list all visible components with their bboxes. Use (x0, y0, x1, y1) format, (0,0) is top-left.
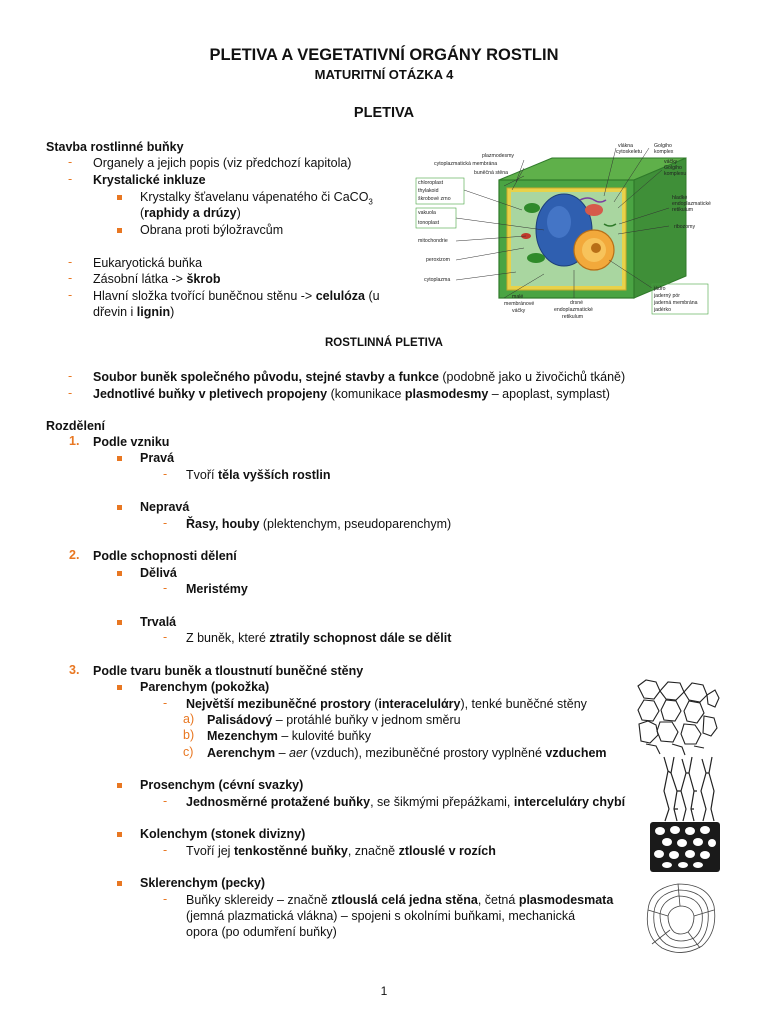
parenchym-illustration (634, 676, 720, 756)
label-cytoskeletu: cytoskeletu (616, 149, 642, 155)
label-mitochondrie: mitochondrie (418, 238, 448, 244)
square-bullet (117, 783, 122, 788)
label-vacky-small: váčky (512, 308, 526, 314)
dash-bullet: - (68, 271, 73, 285)
label-male: malé (512, 294, 524, 300)
division-kolenchym: Kolenchym (stonek divizny) (140, 827, 306, 841)
division-trvala: Trvalá (140, 615, 177, 629)
label-chloroplast: chloroplast (418, 180, 444, 186)
soubor-text: (podobně jako u živočichů tkáně) (438, 370, 626, 384)
label-hladke-er: endoplazmatické (672, 201, 711, 207)
division-vznik: Podle vzniku (93, 435, 170, 449)
label-hladke: hladké (672, 195, 688, 201)
division-meristemy: Meristémy (186, 582, 248, 596)
list-letter: b) (183, 728, 195, 742)
label-thylakoid: thylakoid (418, 188, 439, 194)
division-prava: Pravá (140, 451, 175, 465)
square-bullet (117, 881, 122, 886)
hlavni-bold: celulóza (315, 289, 366, 303)
label-hladke-retikulum: retikulum (672, 207, 694, 213)
list-number: 2. (69, 548, 80, 562)
prosenchym-illustration (658, 755, 718, 823)
square-bullet (117, 456, 122, 461)
label-komplexu: komplexu (664, 171, 687, 177)
division-neprava-desc (186, 516, 451, 532)
mezenchym-bold: Mezenchym (207, 729, 278, 743)
label-drsne: drsné (570, 300, 583, 306)
skler-text: Buňky sklereidy – značně (186, 893, 332, 907)
division-palisadovy (207, 712, 461, 728)
division-parenchym: Parenchym (pokožka) (140, 680, 270, 694)
cell-raphidy (140, 205, 241, 221)
dash-bullet: - (68, 255, 73, 269)
label-skrobove-zrno: škrobové zrno (418, 196, 451, 202)
division-skler-desc-2: (jemná plazmatická vlákna) – spojeni s okolními buňkami, mechanická (186, 909, 576, 923)
kolen-bold-2: ztlouslé v rozích (398, 844, 496, 858)
krystalky-text: Krystalky šťavelanu vápenatého či CaCO (140, 190, 369, 204)
aerenchym-text: (vzduch), mezibuněčné prostory vyplněné (307, 746, 546, 760)
jednotlive-tail: – apoplast, symplast) (488, 387, 610, 401)
label-tonoplast: tonoplast (418, 220, 440, 226)
hlavni-tail: (u (365, 289, 380, 303)
division-tvar: Podle tvaru buněk a tloustnutí buněčné stěny (93, 664, 364, 678)
label-drsne-er: endoplazmatické (554, 307, 593, 313)
tissues-soubor (93, 369, 625, 385)
cell-dreviny (93, 304, 174, 320)
division-prava-desc (186, 467, 331, 483)
label-golgiho-2: Golgiho (664, 165, 682, 171)
soubor-bold: Soubor buněk společného původu, stejné stavby a funkce (93, 370, 439, 384)
dash-bullet: - (163, 630, 168, 644)
label-cytoplazma: cytoplazma (424, 277, 451, 283)
prosen-bold-tail: intercelulάry chybí (513, 795, 626, 809)
dash-bullet: - (68, 369, 73, 383)
division-trvala-desc (186, 630, 451, 646)
division-prosen-desc (186, 794, 625, 810)
skler-text-2: , četná (477, 893, 519, 907)
label-plazmodesmy: plazmodesmy (482, 153, 515, 159)
prava-bold: těla vyšších rostlin (217, 468, 331, 482)
cell-hlavni (93, 288, 380, 304)
cell-heading: Stavba rostlinné buňky (46, 140, 184, 154)
label-cytoplazmaticka: cytoplazmatická membrána (434, 161, 498, 167)
square-bullet (117, 620, 122, 625)
division-mezenchym (207, 728, 371, 744)
nejvetsi-tail: ), tenké buněčné stěny (460, 697, 587, 711)
list-number: 3. (69, 663, 80, 677)
aer-italic: aer (289, 746, 308, 760)
label-jaderko: jadérko (654, 307, 672, 313)
square-bullet (117, 228, 122, 233)
sklerenchym-illustration (640, 880, 720, 956)
palisadovy-bold: Palisádový (207, 713, 273, 727)
division-skler-desc (186, 892, 613, 908)
tissues-jednotlive (93, 386, 610, 402)
document-subtitle: MATURITNÍ OTÁZKA 4 (314, 67, 454, 82)
raphidy-bold: raphidy a drúzy (144, 206, 237, 220)
label-vacky: váčky (664, 159, 678, 165)
raphidy-open: ( (140, 206, 145, 220)
square-bullet (117, 505, 122, 510)
plasmodesmata-bold: plasmodesmata (518, 893, 614, 907)
jednotlive-bold: Jednotlivé buňky v pletivech propojeny (93, 387, 328, 401)
page-number: 1 (380, 984, 388, 998)
document-title: PLETIVA A VEGETATIVNÍ ORGÁNY ROSTLIN (209, 46, 559, 64)
cell-zasobni (93, 271, 221, 287)
tissues-heading: ROSTLINNÁ PLETIVA (325, 337, 443, 349)
label-vakuola: vakuola (418, 210, 436, 216)
square-bullet (117, 685, 122, 690)
kolen-text: Tvoří jej (186, 844, 234, 858)
kolen-bold: tenkostěnné buňky (233, 844, 348, 858)
kolen-text-2: , značně (347, 844, 399, 858)
division-deliva: Dělivá (140, 566, 177, 580)
dash-bullet: - (163, 892, 168, 906)
plant-cell-diagram (404, 138, 726, 324)
dash-bullet: - (163, 516, 168, 530)
trvala-bold: ztratily schopnost dále se dělit (269, 631, 452, 645)
section-title: PLETIVA (353, 105, 415, 121)
dash-bullet: - (68, 155, 73, 169)
label-vlakna: vláknа (618, 143, 633, 149)
palisadovy-text: – protáhlé buňky v jednom směru (272, 713, 461, 727)
label-peroxizom: peroxizom (426, 257, 450, 263)
cell-inkluze: Krystalické inkluze (93, 173, 206, 187)
dash-bullet: - (163, 467, 168, 481)
dash-bullet: - (163, 794, 168, 808)
interacelulary-bold: interacelulάry (378, 697, 461, 711)
cell-obrana: Obrana proti býložravcům (140, 223, 284, 237)
nejvetsi-bold: Největší mezibuněčné prostory (186, 697, 371, 711)
square-bullet (117, 832, 122, 837)
list-letter: a) (183, 712, 195, 726)
dash-bullet: - (163, 843, 168, 857)
division-sklerenchym: Sklerenchym (pecky) (140, 876, 266, 890)
list-number: 1. (69, 434, 80, 448)
division-schopnost: Podle schopnosti dělení (93, 549, 237, 563)
cell-organely: Organely a jejich popis (viz předchozí kapitola) (93, 156, 352, 170)
square-bullet (117, 195, 122, 200)
jednotlive-text: (komunikace (327, 387, 405, 401)
label-jaderna-membrana: jaderná membrána (654, 300, 698, 306)
plasmodesmy-bold: plasmodesmy (404, 387, 489, 401)
dash-bullet: - (163, 581, 168, 595)
label-jadro: jádro (654, 286, 666, 292)
label-membranove: membránové (504, 301, 535, 307)
zasobni-bold: škrob (186, 272, 221, 286)
hlavni-text: Hlavní složka tvořící buněčnou stěnu -> (93, 289, 316, 303)
label-drsne-retikulum: retikulum (562, 314, 584, 320)
label-bunecna-stena: buněčná stěna (474, 170, 509, 176)
vzduchem-bold: vzduchem (545, 746, 607, 760)
division-nejvetsi (186, 696, 587, 712)
prosen-text: , se šikmými přepážkami, (370, 795, 514, 809)
trvala-text: Z buněk, které (186, 631, 270, 645)
dash-bullet: - (68, 386, 73, 400)
label-ribozomy: ribozomy (674, 224, 696, 230)
dreviny-text: dřevin i (93, 305, 137, 319)
label-jaderny-por: jaderný pór (654, 293, 680, 299)
list-letter: c) (183, 745, 194, 759)
neprava-bold: Řasy, houby (186, 517, 260, 531)
nejvetsi-open: ( (370, 697, 379, 711)
division-skler-desc-3: opora (po odumření buňky) (186, 925, 337, 939)
dreviny-bold: lignin (136, 305, 171, 319)
division-kolen-desc (186, 843, 496, 859)
dash-bullet: - (163, 696, 168, 710)
dash-bullet: - (68, 288, 73, 302)
neprava-text: (plektenchym, pseudoparenchym) (259, 517, 452, 531)
raphidy-close: ) (236, 206, 241, 220)
dash-bullet: - (68, 172, 73, 186)
krystalky-subscript: 3 (368, 197, 373, 207)
skler-bold: ztlouslá celá jedna stěna (331, 893, 478, 907)
label-komplex: komplex (654, 149, 674, 155)
cell-eukaryot: Eukaryotická buňka (93, 256, 203, 270)
dreviny-tail: ) (170, 305, 175, 319)
kolenchym-illustration (650, 822, 720, 872)
division-prosenchym: Prosenchym (cévní svazky) (140, 778, 304, 792)
mezenchym-text: – kulovité buňky (277, 729, 371, 743)
prosen-bold: Jednosměrné protažené buňky (186, 795, 371, 809)
division-aerenchym (207, 745, 607, 761)
division-neprava: Nepravá (140, 500, 190, 514)
aerenchym-dash: – (275, 746, 289, 760)
zasobni-text: Zásobní látka -> (93, 272, 187, 286)
square-bullet (117, 571, 122, 576)
aerenchym-bold: Aerenchym (207, 746, 276, 760)
prava-text: Tvoří (186, 468, 218, 482)
division-heading: Rozdělení (46, 419, 106, 433)
label-golgiho: Golgiho (654, 143, 672, 149)
